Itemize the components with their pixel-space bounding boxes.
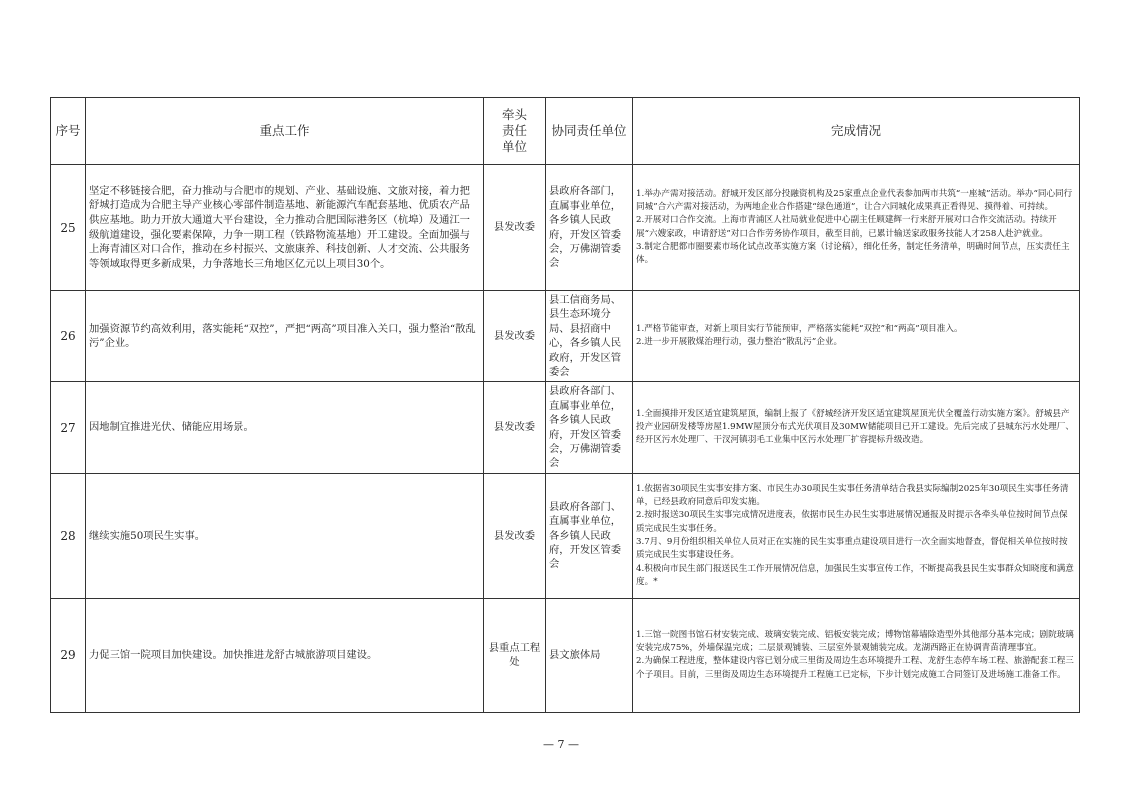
row-coop: 县工信商务局、县生态环境分局、县招商中心，各乡镇人民政府，开发区管委会 xyxy=(546,291,633,382)
header-lead: 牵头责任单位 xyxy=(484,98,546,165)
header-status: 完成情况 xyxy=(633,98,1080,165)
table-header-row xyxy=(51,98,1080,165)
status-item: 3.制定合肥都市圈要素市场化试点改革实施方案（讨论稿），细化任务，制定任务清单，明确时间节点，压实责任主体。 xyxy=(636,241,1070,266)
status-item: 4.积极向市民生部门报送民生工作开展情况信息，加强民生实事宣传工作，不断提高我县民生实事群众知晓度和满意度。* xyxy=(636,563,1074,587)
row-work: 加强资源节约高效利用，落实能耗“双控”，严把“两高”项目准入关口，强力整治“散乱污”企业。 xyxy=(86,291,484,382)
status-item: 1.举办产需对接活动。舒城开发区部分投融资机构及25家重点企业代表参加两市共筑“一座城”活动。举办“同心同行同城”合六产需对接活动，为两地企业合作搭建“绿色通道”，让合六同城化成果真正看得见、摸得着、可持续。 xyxy=(636,188,1073,212)
header-work: 重点工作 xyxy=(86,98,484,165)
table-row xyxy=(51,291,1080,382)
header-coop: 协同责任单位 xyxy=(546,98,633,165)
row-work: 继续实施50项民生实事。 xyxy=(86,473,484,598)
row-lead: 县发改委 xyxy=(484,291,546,382)
status-item: 1.三馆一院图书馆石材安装完成、玻璃安装完成、铝板安装完成；博物馆幕墙除造型外其他部分基本完成；剧院玻璃安装完成75%，外墙保温完成；二层景观铺装、三层室外景观铺装完成。龙湖西路正在协调青苗清理事宜。 xyxy=(636,629,1074,654)
table-row xyxy=(51,473,1080,598)
row-status xyxy=(633,291,1080,382)
status-item: 2.为确保工程进度，整体建设内容已划分成三里街及周边生态环境提升工程、龙舒生态停车场工程、旅游配套工程三个子项目。目前，三里街及周边生态环境提升工程施工已定标，下步计划完成施工合同签订及进场施工准备工作。 xyxy=(636,656,1074,680)
row-status xyxy=(633,165,1080,291)
row-lead: 县发改委 xyxy=(484,473,546,598)
row-seq: 25 xyxy=(51,165,86,291)
table-row xyxy=(51,382,1080,473)
row-work: 力促三馆一院项目加快建设。加快推进龙舒古城旅游项目建设。 xyxy=(86,598,484,712)
row-lead: 县发改委 xyxy=(484,382,546,473)
status-item: 2.按时报送30项民生实事完成情况进度表，依据市民生办民生实事进展情况通报及时提示各牵头单位按时间节点保质完成民生实事任务。 xyxy=(636,510,1068,534)
row-coop: 县政府各部门、直属事业单位，各乡镇人民政府，开发区管委会，万佛湖管委会 xyxy=(546,382,633,473)
status-item: 1.全面摸排开发区适宜建筑屋顶，编制上报了《舒城经济开发区适宜建筑屋顶光伏全覆盖行动实施方案》。舒城县产投产业园研发楼等房屋1.9MW屋顶分布式光伏项目及30MW储能项目已开工建设。先后完成了县城东污水处理厂、经开区污水处理厂、干汊河镇羽毛工业集中区污水处理厂扩容提标升级改造。 xyxy=(636,408,1074,446)
row-work: 因地制宜推进光伏、储能应用场景。 xyxy=(86,382,484,473)
row-status xyxy=(633,598,1080,712)
work-progress-table xyxy=(50,97,1080,713)
status-item: 1.依据省30项民生实事安排方案、市民生办30项民生实事任务清单结合我县实际编制2025年30项民生实事任务清单，已经县政府同意后印发实施。 xyxy=(636,483,1069,507)
row-seq: 26 xyxy=(51,291,86,382)
row-seq: 29 xyxy=(51,598,86,712)
table-row xyxy=(51,598,1080,712)
row-seq: 28 xyxy=(51,473,86,598)
status-item: 1.严格节能审查，对新上项目实行节能预审，严格落实能耗“双控”和“两高”项目准入。 xyxy=(636,323,963,334)
row-status xyxy=(633,382,1080,473)
page-number: — 7 — xyxy=(543,738,579,751)
header-seq: 序号 xyxy=(51,98,86,165)
status-item: 2.进一步开展散煤治理行动，强力整治“散乱污”企业。 xyxy=(636,337,843,348)
row-work: 坚定不移链接合肥，奋力推动与合肥市的规划、产业、基础设施、文旅对接，着力把舒城打造成为合肥主导产业核心零部件制造基地、新能源汽车配套基地、优质农产品供应基地。助力开放大通道大平台建设，全力推动合肥国际港务区（杭埠）及通江一级航道建设，强化要素保障，力争一期工程（铁路物流基地）开工建设。全面加强与上海青浦区对口合作，推动在乡村振兴、文旅康养、科技创新、人才交流、公共服务等领域取得更多新成果，力争落地长三角地区亿元以上项目30个。 xyxy=(86,165,484,291)
row-coop: 县政府各部门、直属事业单位，各乡镇人民政府，开发区管委会 xyxy=(546,473,633,598)
row-coop: 县文旅体局 xyxy=(546,598,633,712)
row-lead: 县重点工程处 xyxy=(484,598,546,712)
row-seq: 27 xyxy=(51,382,86,473)
status-item: 3.7月、9月份组织相关单位人员对正在实施的民生实事重点建设项目进行一次全面实地督查，督促相关单位按时按质完成民生实事建设任务。 xyxy=(636,536,1068,561)
status-item: 2.开展对口合作交流。上海市青浦区人社局就业促进中心副主任顾建辉一行来舒开展对口合作交流活动。持续开展“六嫂家政，申请舒送”对口合作劳务协作项目，截至目前，已累计输送家政服务技能人才258人赴沪就业。 xyxy=(636,215,1057,239)
row-status xyxy=(633,473,1080,598)
row-lead: 县发改委 xyxy=(484,165,546,291)
table-row xyxy=(51,165,1080,291)
row-coop: 县政府各部门，直属事业单位，各乡镇人民政府，开发区管委会，万佛湖管委会 xyxy=(546,165,633,291)
